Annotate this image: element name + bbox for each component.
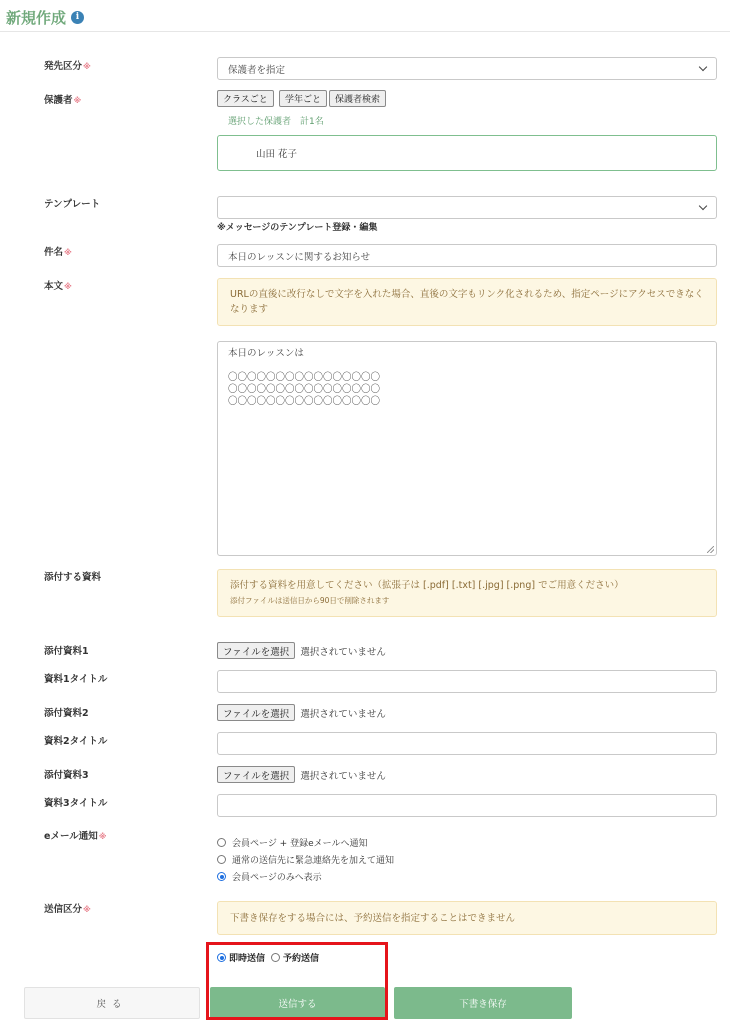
template-label: テンプレート <box>44 199 101 210</box>
send-type-label: 送信区分※ <box>44 904 91 915</box>
send-type-info-alert: 下書き保存をする場合には、予約送信を指定することはできません <box>217 901 717 935</box>
attachment-1-title-label: 資料1タイトル <box>44 674 108 685</box>
attachments-info-alert <box>217 569 717 617</box>
required-mark: ※ <box>83 62 91 71</box>
url-warning-alert: URLの直後に改行なしで文字を入れた場合、直後の文字もリンク化されるため、指定ページにアクセスできなくなります <box>217 278 717 326</box>
radio-icon[interactable] <box>217 855 226 864</box>
highlight-box <box>206 942 388 1020</box>
attachment-2-label: 添付資料2 <box>44 708 89 719</box>
radio-selected-icon[interactable] <box>217 872 226 881</box>
attachments-label: 添付する資料 <box>44 572 102 583</box>
attachment-1-title-input[interactable] <box>217 670 717 693</box>
required-mark: ※ <box>98 832 107 841</box>
email-notify-option-3[interactable]: 会員ページのみへ表示 <box>217 870 322 883</box>
radio-icon[interactable] <box>217 838 226 847</box>
info-icon[interactable]: i <box>71 11 84 24</box>
body-text: 本日のレッスンは 〇〇〇〇〇〇〇〇〇〇〇〇〇〇〇〇 〇〇〇〇〇〇〇〇〇〇〇〇〇〇〇〇 〇〇〇〇〇〇〇〇〇〇〇〇〇〇〇〇 <box>228 348 381 407</box>
selected-guardian-list <box>217 135 717 171</box>
attachments-info-text: 添付する資料を用意してください（拡張子は [.pdf] [.txt] [.jpg] [.png] でご用意ください） <box>230 580 624 591</box>
email-notify-option-1[interactable]: 会員ページ + 登録eメールへ通知 <box>217 836 367 849</box>
chevron-down-icon <box>699 62 707 70</box>
attachments-retention-note: 添付ファイルは送信日から90日で削除されます <box>230 596 390 605</box>
attachment-2-status: 選択されていません <box>300 708 386 720</box>
send-button[interactable]: 送信する <box>210 987 385 1019</box>
back-button[interactable]: 戻る <box>24 987 200 1019</box>
attachment-2-title-label: 資料2タイトル <box>44 736 108 747</box>
attachment-3-title-label: 資料3タイトル <box>44 798 108 809</box>
attachment-1-status: 選択されていません <box>300 646 386 658</box>
send-now-option[interactable]: 即時送信 <box>229 954 266 964</box>
attachment-3-choose-button[interactable]: ファイルを選択 <box>217 766 295 783</box>
destination-select-value: 保護者を指定 <box>228 64 286 76</box>
template-select[interactable] <box>217 196 717 219</box>
attachment-2-choose-button[interactable]: ファイルを選択 <box>217 704 295 721</box>
send-scheduled-option[interactable]: 予約送信 <box>283 954 320 964</box>
attachment-2-title-input[interactable] <box>217 732 717 755</box>
subject-input[interactable]: 本日のレッスンに関するお知らせ <box>217 244 717 267</box>
resize-handle-icon[interactable] <box>707 546 714 553</box>
save-draft-button[interactable]: 下書き保存 <box>394 987 572 1019</box>
required-mark: ※ <box>64 282 72 291</box>
attachment-3-title-input[interactable] <box>217 794 717 817</box>
required-mark: ※ <box>64 248 72 257</box>
attachment-3-file <box>217 766 386 783</box>
selected-guardian-count: 選択した保護者 計1名 <box>228 117 324 127</box>
attachment-1-label: 添付資料1 <box>44 646 89 657</box>
body-textarea[interactable] <box>217 341 717 556</box>
template-manage-link[interactable]: ※メッセージのテンプレート登録・編集 <box>217 223 378 233</box>
guardian-label: 保護者※ <box>44 95 82 106</box>
attachment-2-file <box>217 704 386 721</box>
chevron-down-icon <box>699 201 707 209</box>
attachment-3-status: 選択されていません <box>300 770 386 782</box>
email-notify-label: eメール通知※ <box>44 831 107 842</box>
required-mark: ※ <box>73 96 82 105</box>
attachment-3-label: 添付資料3 <box>44 770 89 781</box>
page-header <box>6 6 84 28</box>
guardian-search-button[interactable]: 保護者検索 <box>329 90 386 107</box>
header-divider <box>0 31 730 32</box>
required-mark: ※ <box>83 905 91 914</box>
grade-filter-button[interactable]: 学年ごと <box>279 90 327 107</box>
subject-label: 件名※ <box>44 247 72 258</box>
attachment-1-choose-button[interactable]: ファイルを選択 <box>217 642 295 659</box>
body-label: 本文※ <box>44 281 72 292</box>
destination-select[interactable] <box>217 57 717 80</box>
destination-label: 発先区分※ <box>44 61 91 72</box>
page-title: 新規作成 <box>6 8 67 27</box>
email-notify-option-2[interactable]: 通常の送信先に緊急連絡先を加えて通知 <box>217 853 394 866</box>
selected-guardian-name[interactable]: 山田 花子 <box>256 149 298 160</box>
attachment-1-file <box>217 642 386 659</box>
class-filter-button[interactable]: クラスごと <box>217 90 274 107</box>
